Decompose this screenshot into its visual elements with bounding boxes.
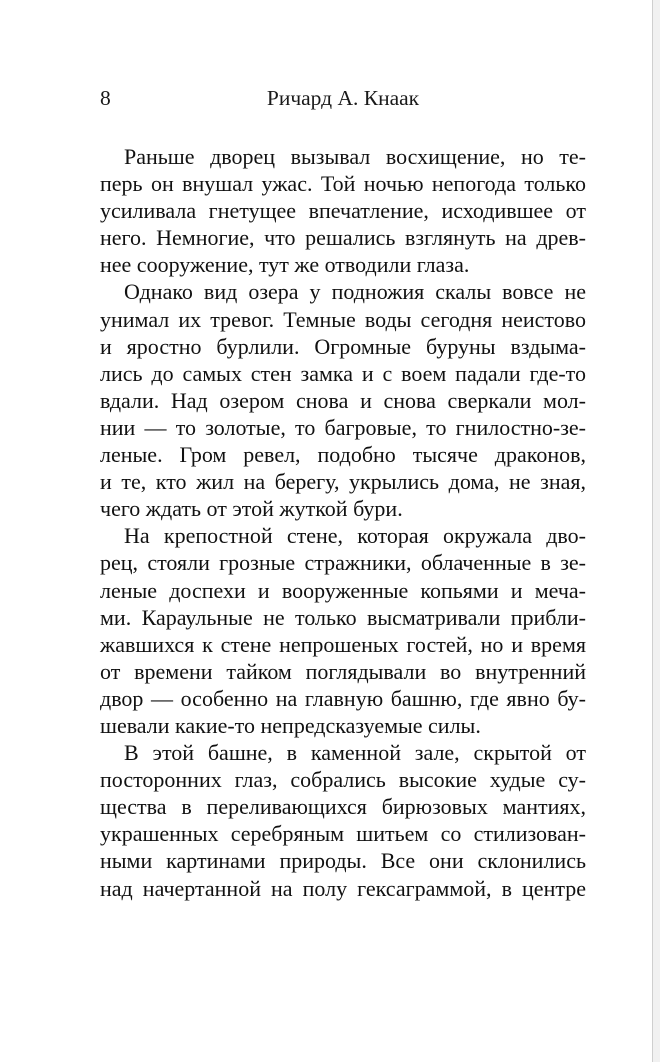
page-number: 8	[100, 86, 111, 110]
text-line: В этой башне, в каменной зале, скрытой от	[124, 740, 586, 766]
text-line: нии — то золотые, то багровые, то гнилостно-зе-	[100, 414, 586, 440]
text-line: рец, стояли грозные стражники, облаченные в зе-	[100, 550, 586, 576]
text-line: украшенных серебряным шитьем со стилизован-	[100, 821, 586, 847]
text-line: щества в переливающихся бирюзовых мантиях,	[100, 794, 586, 820]
text-line: леные доспехи и вооруженные копьями и меча-	[100, 577, 586, 603]
running-head-author: Ричард А. Кнаак	[266, 86, 420, 110]
text-line: ными картинами природы. Все они склонились	[100, 848, 586, 874]
running-head	[100, 86, 586, 120]
text-line: двор — особенно на главную башню, где явно бу-	[100, 685, 586, 711]
text-line: перь он внушал ужас. Той ночью непогода только	[100, 171, 586, 197]
text-line: и те, кто жил на берегу, укрылись дома, не зная,	[100, 469, 586, 495]
body-text	[100, 143, 586, 902]
text-line: чего ждать от этой жуткой бури.	[100, 496, 403, 522]
text-line: нее сооружение, тут же отводили глаза.	[100, 252, 470, 278]
text-line: На крепостной стене, которая окружала дво-	[124, 523, 586, 549]
text-line: шевали какие-то непредсказуемые силы.	[100, 712, 481, 738]
text-line: вдали. Над озером снова и снова сверкали мол-	[100, 387, 586, 413]
text-line: Раньше дворец вызывал восхищение, но те-	[124, 144, 586, 169]
text-line: от времени тайком поглядывали во внутренний	[100, 658, 586, 684]
text-line: посторонних глаз, собрались высокие худые су-	[100, 767, 586, 793]
text-line: леные. Гром ревел, подобно тысяче драконов,	[100, 442, 586, 468]
text-line: унимал их тревог. Темные воды сегодня неистово	[100, 306, 586, 332]
text-line: и яростно бурлили. Огромные буруны вздыма-	[100, 333, 586, 359]
text-line: Однако вид озера у подножия скалы вовсе не	[124, 279, 586, 305]
text-line: лись до самых стен замка и с воем падали где-то	[100, 360, 586, 386]
text-line: него. Немногие, что решались взглянуть на древ-	[100, 225, 586, 251]
text-line: над начертанной на полу гексаграммой, в центре	[100, 875, 586, 901]
text-line: усиливала гнетущее впечатление, исходившее от	[100, 198, 586, 224]
text-line: ми. Караульные не только высматривали прибли-	[100, 604, 586, 630]
text-line: жавшихся к стене непрошеных гостей, но и время	[100, 631, 586, 657]
